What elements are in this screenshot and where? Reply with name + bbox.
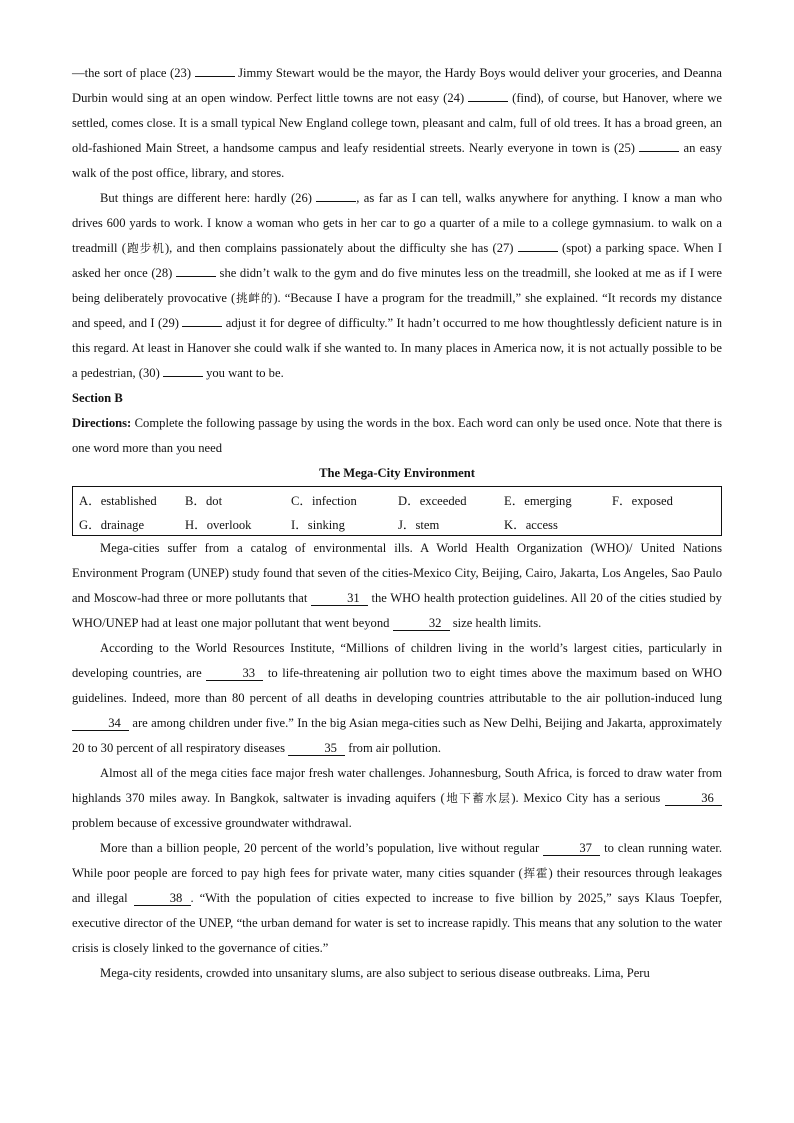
answer-blank-29[interactable] [182, 326, 222, 327]
directions-label: Directions: [72, 416, 132, 430]
answer-blank-35[interactable]: 35 [288, 741, 345, 756]
passage-paragraph-4 [72, 836, 722, 961]
answer-blank-26[interactable] [316, 201, 356, 202]
answer-blank-31[interactable]: 31 [311, 591, 368, 606]
answer-blank-32[interactable]: 32 [393, 616, 450, 631]
passage-paragraph-1 [72, 536, 722, 636]
text: . “With the population of cities expected to increase to five billion by 2025,” says Klaus Toepfer, executive director of the UNEP, “the urban demand for water is set to increase rapidly. This means that any solution to the water crisis is closely linked to the governance of cities.” [72, 891, 722, 955]
section-b-heading: Section B [72, 391, 123, 405]
text: But things are different here: hardly (26) [100, 191, 317, 205]
answer-blank-37[interactable]: 37 [543, 841, 600, 856]
passage-paragraph-5 [72, 961, 722, 986]
section-a-paragraph-2 [72, 186, 722, 386]
answer-blank-23[interactable] [195, 76, 235, 77]
answer-blank-28[interactable] [176, 276, 216, 277]
word-option: A．established [79, 493, 157, 508]
text: to clean running water. While poor people are forced to pay high fees for private water, many cities squander ( [72, 841, 722, 880]
text: Mega-city residents, crowded into unsanitary slums, are also subject to serious disease outbreaks. Lima, Peru [100, 966, 650, 980]
chinese-gloss: 地下蓄水层 [444, 791, 512, 805]
word-option: G．drainage [79, 517, 145, 532]
word-box-title: The Mega-City Environment [319, 466, 475, 480]
answer-blank-33[interactable]: 33 [206, 666, 263, 681]
answer-blank-38[interactable]: 38 [134, 891, 191, 906]
answer-blank-36[interactable]: 36 [665, 791, 722, 806]
word-option: H．overlook [185, 517, 252, 532]
word-option: E．emerging [504, 493, 572, 508]
text: adjust it for degree of difficulty.” It hadn’t occurred to me how thoughtlessly deficient nature is in this regard. At least in Hanover she could walk if she wanted to. In many places in America now, it is not actually possible to be a pedestrian, (30) [72, 316, 722, 380]
text: are among children under five.” In the big Asian mega-cities such as New Delhi, Beijing and Jakarta, approximately 20 to 30 percent of all respiratory diseases [72, 716, 722, 755]
answer-blank-24[interactable] [468, 101, 508, 102]
text: (find), of course, but Hanover, where we settled, comes close. It is a small typical New England college town, pleasant and calm, full of old trees. It has a broad green, an old-fashioned Main Street, a handsome campus and leafy residential streets. Nearly everyone in town is (25) [72, 91, 722, 155]
chinese-gloss: 挑衅的 [235, 291, 274, 305]
word-option: J．stem [398, 517, 440, 532]
text: (spot) a parking space. When I asked her once (28) [72, 241, 723, 280]
text: Mega-cities suffer from a catalog of environmental ills. A World Health Organization (WHO)/ United Nations Environment Program (UNEP) study found that seven of the cities-Mexico City, Beijing, Cairo, Jakarta, Los Angeles, Sao Paulo and Moscow-had three or more pollutants that [72, 541, 722, 605]
chinese-gloss: 挥霍 [522, 866, 549, 880]
text: she didn’t walk to the gym and do five minutes less on the treadmill, she looked at me as if I were being deliberately provocative ( [72, 266, 723, 305]
word-box-row-1 [73, 487, 722, 512]
document-page [72, 61, 722, 986]
text: ) their resources through leakages and illegal [72, 866, 723, 905]
answer-blank-25[interactable] [639, 151, 679, 152]
text: the WHO health protection guidelines. All 20 of the cities studied by WHO/UNEP had at least one major pollutant that went beyond [72, 591, 722, 630]
text: you want to be. [202, 366, 284, 380]
word-option [606, 511, 722, 536]
word-box-row-2 [73, 511, 722, 536]
chinese-gloss: 跑步机 [125, 241, 165, 255]
directions [72, 411, 722, 461]
text: More than a billion people, 20 percent of the world’s population, live without regular [100, 841, 544, 855]
answer-blank-30[interactable] [163, 376, 203, 377]
text: According to the World Resources Institute, “Millions of children living in the world’s largest cities, particularly in developing countries, are [72, 641, 722, 680]
section-a-paragraph-1 [72, 61, 722, 186]
answer-blank-27[interactable] [518, 251, 558, 252]
word-option: D．exceeded [398, 493, 467, 508]
passage-paragraph-2 [72, 636, 722, 761]
word-option: K．access [504, 517, 558, 532]
word-box [72, 486, 722, 536]
word-option: I．sinking [291, 517, 345, 532]
text: , as far as I can tell, walks anywhere for anything. I know a man who drives 600 yards to work. I know a woman who gets in her car to go a quarter of a mile to a college gymnasium. to walk on a treadmill ( [72, 191, 722, 255]
text: ). “Because I have a program for the treadmill,” she explained. “It records my distance and speed, and I (29) [72, 291, 722, 330]
text: ), and then complains passionately about the difficulty she has (27) [164, 241, 518, 255]
text: problem because of excessive groundwater withdrawal. [72, 816, 352, 830]
answer-blank-34[interactable]: 34 [72, 716, 129, 731]
text: —the sort of place (23) [72, 66, 195, 80]
text: ). Mexico City has a serious [511, 791, 666, 805]
word-option: C．infection [291, 493, 357, 508]
text: to life-threatening air pollution two to eight times above the maximum based on WHO guidelines. Indeed, more than 80 percent of all deaths in developing countries attributable to the air pollution-induced lung [72, 666, 722, 705]
text: Jimmy Stewart would be the mayor, the Hardy Boys would deliver your groceries, and Deanna Durbin would sing at an open window. Perfect little towns are not easy (24) [72, 66, 722, 105]
directions-text: Complete the following passage by using the words in the box. Each word can only be used once. Note that there is one word more than you need [72, 416, 722, 455]
text: size health limits. [449, 616, 542, 630]
word-option: B．dot [185, 493, 223, 508]
text: an easy walk of the post office, library, and stores. [72, 141, 722, 180]
text: Almost all of the mega cities face major fresh water challenges. Johannesburg, South Africa, is forced to draw water from highlands 370 miles away. In Bangkok, saltwater is invading aquifers ( [72, 766, 722, 805]
word-option: F．exposed [612, 493, 673, 508]
passage-paragraph-3 [72, 761, 722, 836]
text: from air pollution. [345, 741, 441, 755]
